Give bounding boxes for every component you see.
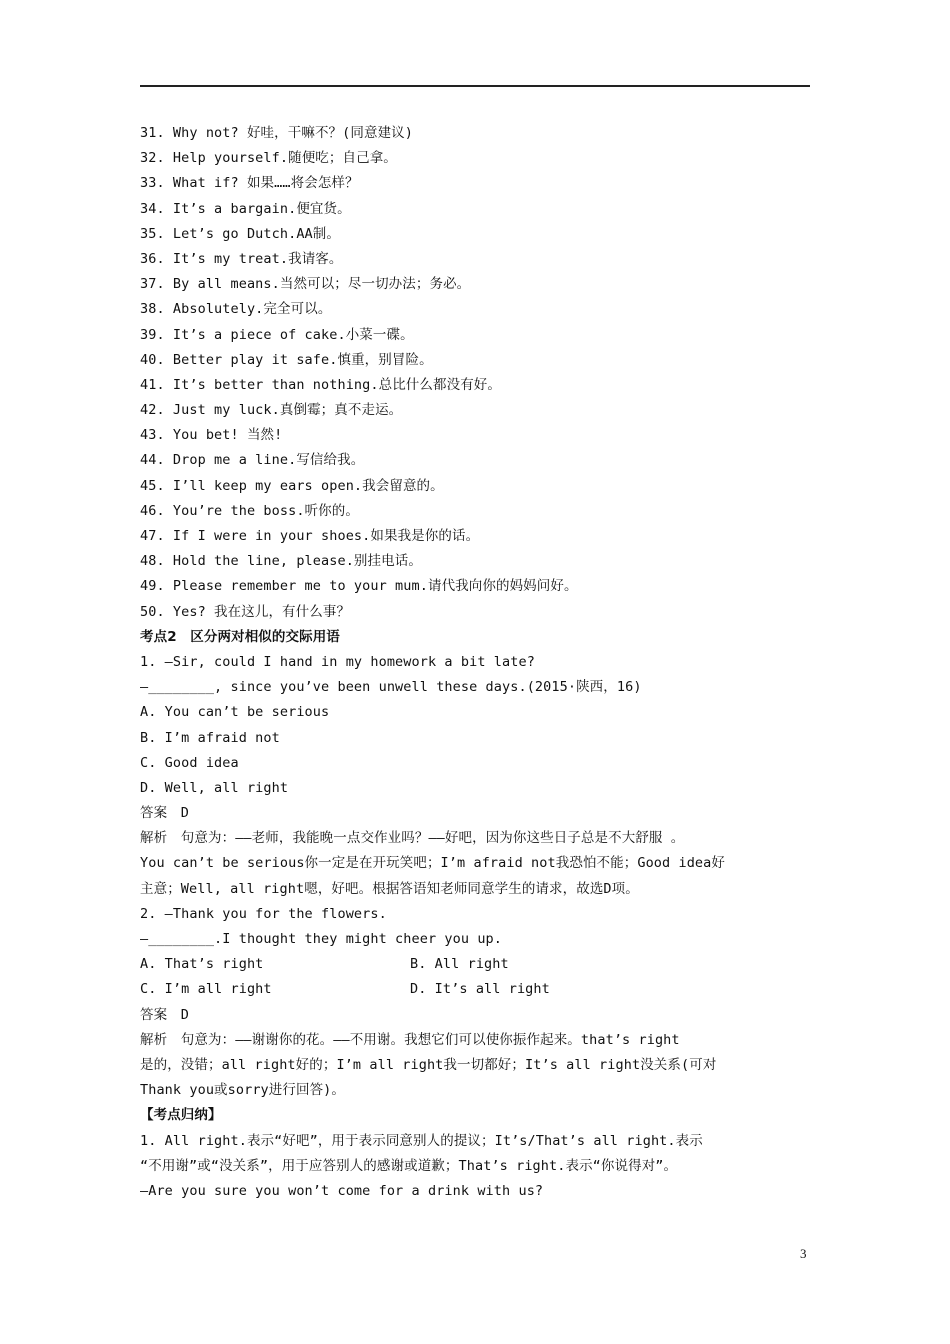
phrase-item: 43. You bet! 当然!: [140, 427, 283, 444]
phrase-item: 40. Better play it safe.慎重，别冒险。: [140, 351, 433, 368]
section-title: 考点2 区分两对相似的交际用语: [140, 628, 340, 645]
option-b: B. All right: [410, 956, 509, 973]
phrase-item: 33. What if? 如果……将会怎样？: [140, 175, 359, 192]
phrase-list: [140, 121, 815, 625]
phrase-item: 45. I’ll keep my ears open.我会留意的。: [140, 477, 444, 494]
analysis-line: Thank you或sorry进行回答)。: [140, 1082, 346, 1099]
question-1: [140, 650, 815, 902]
option-d: D. It’s all right: [410, 981, 550, 998]
analysis-line: 是的，没错；all right好的；I’m all right我一切都好；It’s all right没关系(可对: [140, 1056, 717, 1073]
answer: 答案 D: [140, 805, 190, 822]
question-blank-line: —________, since you’ve been unwell these days.(2015·陕西，16): [140, 679, 642, 696]
option-c: C. Good idea: [140, 754, 239, 771]
summary-line: “不用谢”或“没关系”，用于应答别人的感谢或道歉；That’s right.表示“你说得对”。: [140, 1157, 678, 1174]
analysis-line: 解析 句意为：——老师，我能晚一点交作业吗？——好吧，因为你这些日子总是不大舒服 。: [140, 830, 685, 847]
phrase-item: 38. Absolutely.完全可以。: [140, 301, 332, 318]
option-d: D. Well, all right: [140, 779, 289, 796]
phrase-item: 44. Drop me a line.写信给我。: [140, 452, 365, 469]
phrase-item: 34. It’s a bargain.便宜货。: [140, 200, 351, 217]
page-number: 3: [800, 1246, 807, 1261]
analysis-line: 解析 句意为：——谢谢你的花。——不用谢。我想它们可以使你振作起来。that’s right: [140, 1031, 680, 1048]
phrase-item: 31. Why not? 好哇，干嘛不？(同意建议): [140, 125, 414, 141]
analysis-line: 主意；Well, all right嗯，好吧。根据答语知老师同意学生的请求，故选D项。: [140, 880, 639, 897]
phrase-item: 49. Please remember me to your mum.请代我向你的妈妈问好。: [140, 578, 578, 595]
phrase-item: 41. It’s better than nothing.总比什么都没有好。: [140, 376, 502, 393]
phrase-item: 35. Let’s go Dutch.AA制。: [140, 225, 340, 242]
option-c: C. I’m all right: [140, 981, 272, 998]
answer: 答案 D: [140, 1006, 190, 1023]
question-prompt: 2. —Thank you for the flowers.: [140, 905, 387, 922]
question-prompt: 1. —Sir, could I hand in my homework a bit late?: [140, 653, 535, 670]
summary: [140, 1103, 815, 1204]
phrase-item: 48. Hold the line, please.别挂电话。: [140, 553, 422, 570]
analysis-line: You can’t be serious你一定是在开玩笑吧；I’m afraid not我恐怕不能；Good idea好: [140, 855, 725, 872]
phrase-item: 47. If I were in your shoes.如果我是你的话。: [140, 528, 480, 544]
question-2: [140, 902, 815, 1104]
option-b: B. I’m afraid not: [140, 729, 280, 746]
option-a: A. That’s right: [140, 956, 264, 973]
phrase-item: 46. You’re the boss.听你的。: [140, 502, 359, 519]
summary-line: —Are you sure you won’t come for a drink with us?: [140, 1182, 544, 1199]
summary-line: 1. All right.表示“好吧”，用于表示同意别人的提议；It’s/That’s all right.表示: [140, 1132, 703, 1149]
phrase-item: 32. Help yourself.随便吃；自己拿。: [140, 150, 397, 167]
phrase-item: 36. It’s my treat.我请客。: [140, 250, 343, 267]
option-a: A. You can’t be serious: [140, 704, 330, 721]
phrase-item: 50. Yes? 我在这儿，有什么事？: [140, 603, 351, 620]
option-row: [140, 952, 815, 977]
phrase-item: 42. Just my luck.真倒霉；真不走运。: [140, 402, 403, 419]
option-row: [140, 977, 815, 1002]
summary-heading: 【考点归纳】: [140, 1107, 222, 1124]
phrase-item: 37. By all means.当然可以；尽一切办法；务必。: [140, 276, 471, 293]
question-blank-line: —________.I thought they might cheer you up.: [140, 931, 503, 947]
header-rule: [140, 85, 810, 87]
phrase-item: 39. It’s a piece of cake.小菜一碟。: [140, 326, 414, 343]
page-body: [140, 121, 815, 1204]
